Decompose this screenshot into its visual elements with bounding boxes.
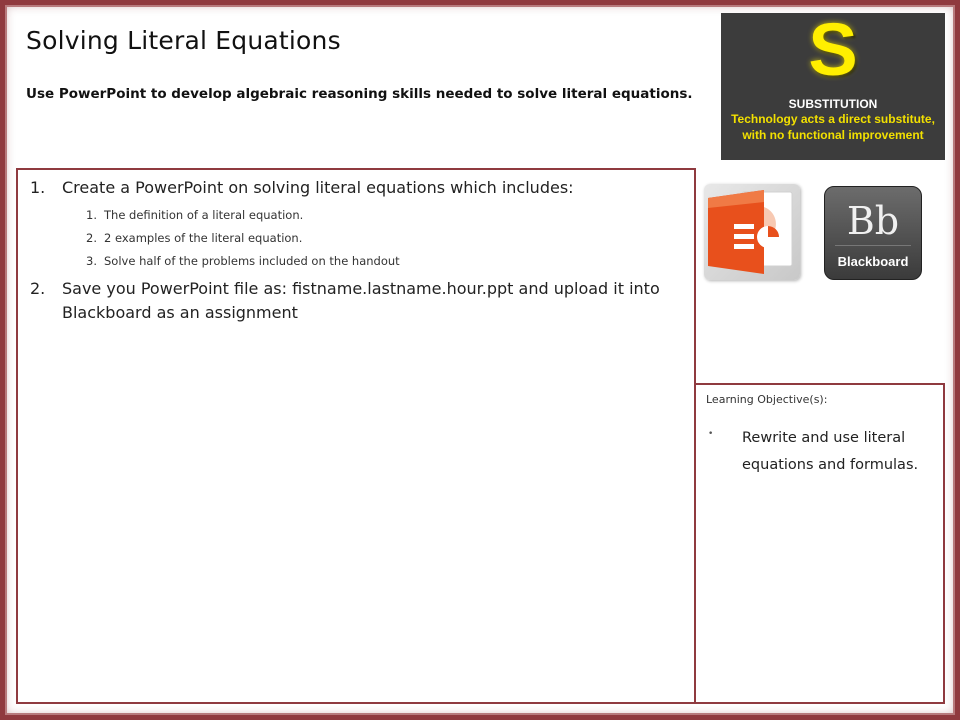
instruction-number: 1. bbox=[30, 178, 46, 197]
instruction-item-2 bbox=[30, 277, 694, 325]
instruction-number: 2. bbox=[30, 279, 46, 298]
blackboard-icon-label: Blackboard bbox=[837, 254, 909, 269]
sub-item-3 bbox=[30, 250, 694, 273]
learning-objectives-label: Learning Objective(s): bbox=[706, 393, 828, 406]
samr-description-line-1: Technology acts a direct substitute, bbox=[731, 112, 935, 126]
slide-title: Solving Literal Equations bbox=[26, 26, 341, 55]
instruction-item-1 bbox=[30, 176, 694, 273]
powerpoint-icon-graphic bbox=[704, 184, 800, 280]
objective-bullet: • bbox=[708, 429, 714, 439]
samr-substitution-card bbox=[721, 8, 945, 160]
learning-objectives-box bbox=[696, 383, 945, 704]
blackboard-icon-mark: Bb bbox=[835, 201, 911, 246]
sub-item-number: 3. bbox=[86, 254, 97, 268]
sub-item-1 bbox=[30, 204, 694, 227]
slide-subtitle: Use PowerPoint to develop algebraic reasoning skills needed to solve literal equations. bbox=[26, 86, 693, 102]
instruction-text: Create a PowerPoint on solving literal equations which includes: bbox=[62, 178, 574, 197]
samr-description-line-2: with no functional improvement bbox=[742, 128, 924, 142]
instruction-text: Save you PowerPoint file as: fistname.lastname.hour.ppt and upload it into Blackboard as an assignment bbox=[62, 279, 660, 322]
app-logos bbox=[704, 184, 920, 280]
instructions-box bbox=[16, 168, 696, 704]
sub-item-text: The definition of a literal equation. bbox=[104, 208, 304, 222]
powerpoint-icon bbox=[704, 184, 800, 280]
sub-item-text: 2 examples of the literal equation. bbox=[104, 231, 303, 245]
samr-heading: SUBSTITUTION bbox=[788, 97, 878, 111]
instruction-sublist bbox=[30, 204, 694, 273]
sub-item-number: 2. bbox=[86, 231, 97, 245]
instructions-list bbox=[18, 170, 694, 325]
sub-item-2 bbox=[30, 227, 694, 250]
sub-item-text: Solve half of the problems included on the handout bbox=[104, 254, 400, 268]
samr-description bbox=[721, 111, 945, 143]
objective-item-1: Rewrite and use literal equations and formulas. bbox=[742, 430, 919, 473]
sub-item-number: 1. bbox=[86, 208, 97, 222]
samr-letter: S bbox=[808, 8, 858, 91]
blackboard-icon bbox=[824, 186, 922, 280]
